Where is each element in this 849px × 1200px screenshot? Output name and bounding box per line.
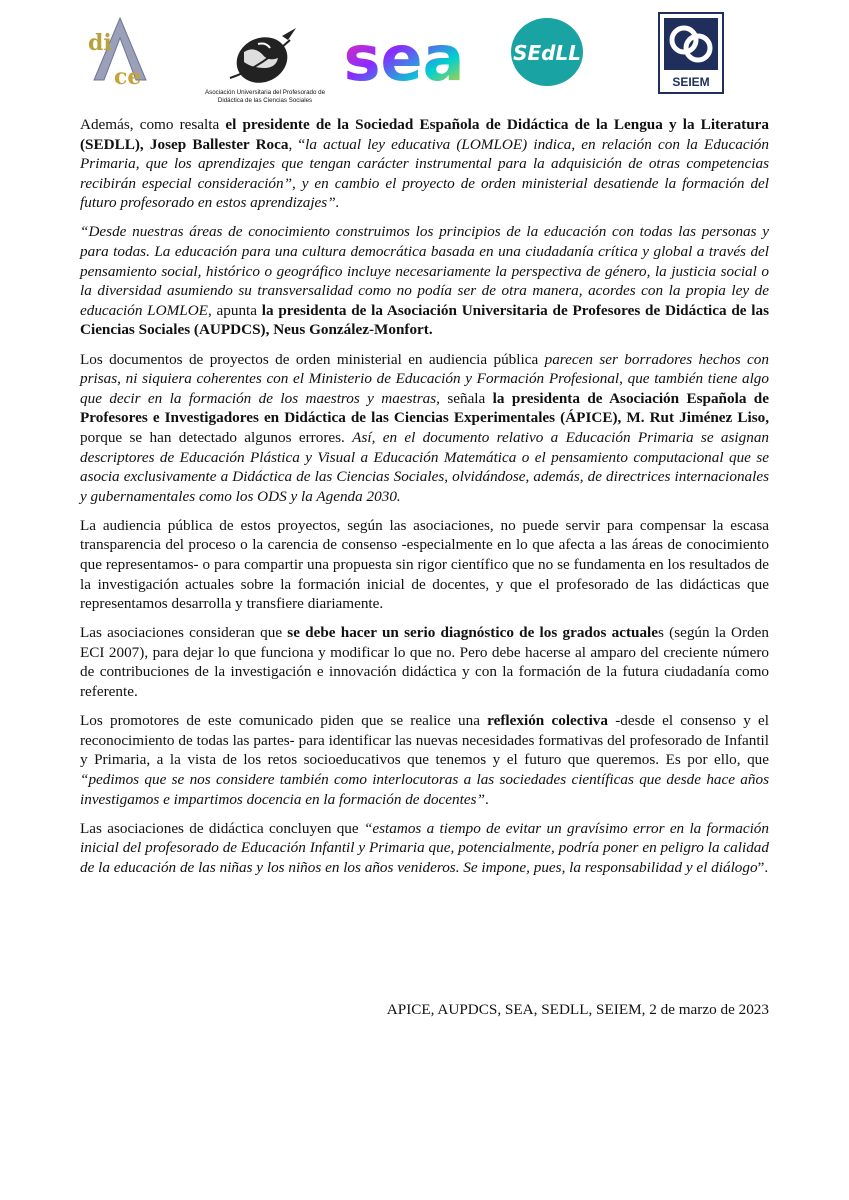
paragraph xyxy=(80,623,769,701)
text-run: señala xyxy=(439,389,493,407)
aupdcs-logo-line2: Didáctica de las Ciencias Sociales xyxy=(217,97,313,104)
paragraph xyxy=(80,350,769,507)
sedll-logo xyxy=(508,16,586,88)
logo-header xyxy=(0,0,849,115)
sea-logo-text: sea xyxy=(343,22,465,95)
aupdcs-logo-line1: Asociación Universitaria del Profesorado de xyxy=(204,89,326,96)
bold-text-run: la presidenta de Asociación Española de Profesores e Investigadores en Didáctica de las Ciencias Experimentales (ÁPICE), M. Rut Jiménez Liso, xyxy=(80,389,769,427)
text-run: -desde el consenso y el reconocimiento de todas las partes- para identificar las nuevas necesidades formativas del profesorado de Infantil y Primaria, a la vista de los retos socioeducativos que tenemos y el futuro que queremos. Es por ello, que xyxy=(80,712,769,769)
aupdcs-logo xyxy=(200,24,330,108)
text-run: Los documentos de proyectos de orden ministerial en audiencia pública xyxy=(80,350,545,368)
italic-text-run: “estamos a tiempo de evitar un gravísimo error en la formación inicial del profesorado de Educación Infantil y Primaria que, potencialmente, podría poner en peligro la calidad de la educación de las niñas y los niños en los años venideros. Se impone, pues, la responsabilidad y el diálogo xyxy=(80,819,769,876)
text-run: Las asociaciones consideran que xyxy=(80,624,288,642)
text-run: . xyxy=(484,790,489,808)
paragraph xyxy=(80,115,769,213)
italic-text-run: Así, en el documento relativo a Educación Primaria se asignan descriptores de Educación Plástica y Visual a Educación Matemática o el pensamiento computacional que se asocia exclusivamente a Didáctica de las Ciencias Sociales, olvidándose, además, de directrices internacionales y gubernamentales como los ODS y la Agenda 2030. xyxy=(80,428,770,505)
text-run: Las asociaciones de didáctica concluyen que xyxy=(80,819,364,837)
document-body xyxy=(80,115,769,887)
apice-logo-a: A xyxy=(114,34,115,35)
italic-text-run: “Desde nuestras áreas de conocimiento construimos los principios de la educación con todas las personas y para todas. La educación para una cultura democrática basada en una ciudadanía crítica y global a través del pensamiento social, histórico o geográfico incluye necesariamente la perspectiva de género, la justicia social o la diversidad asumiendo su transversalidad como no podía ser de otra manera, acordes con la propia ley de educación LOMLOE xyxy=(80,223,769,319)
bold-text-run: la presidenta de la Asociación Universitaria de Profesores de Didáctica de las Ciencias Sociales (AUPDCS), Neus González-Monfort. xyxy=(80,301,770,339)
apice-logo-di: di xyxy=(88,30,112,56)
paragraph xyxy=(80,222,769,340)
text-run: Además, como resalta xyxy=(80,116,226,133)
text-run: La audiencia pública de estos proyectos, según las asociaciones, no puede servir para compensar la escasa transparencia del proceso o la carencia de consenso -especialmente en lo que afecta a las áreas de conocimiento que representamos- o para compartir una propuesta sin rigor científico que no se fundamenta en los resultados de la investigación actuales sobre la formación inicial de docentes, y que el profesorado de las didácticas que representamos desarrolla y transfiere diariamente. xyxy=(80,516,769,613)
paragraph xyxy=(80,819,769,878)
signature-line: APICE, AUPDCS, SEA, SEDLL, SEIEM, 2 de marzo de 2023 xyxy=(386,1001,769,1018)
paragraph xyxy=(80,711,769,809)
text-run: ”. xyxy=(757,858,769,876)
paragraph xyxy=(80,516,769,614)
text-run: s (según la Orden ECI 2007), para dejar lo que funciona y modificar lo que no. Pero debe hacerse al amparo del creciente número de contribuciones de la investigación e innovación didáctica y con la formación de la futura ciudadanía como referente. xyxy=(80,624,769,701)
bold-text-run: se debe hacer un serio diagnóstico de los grados actuale xyxy=(287,624,658,642)
italic-text-run: parecen ser borradores hechos con prisas, ni siquiera coherentes con el Ministerio de Educación y Formación Profesional, que también tiene algo que decir en la formación de los maestros y maestras, xyxy=(80,350,769,407)
italic-text-run: la actual ley educativa (LOMLOE) indica, en relación con la Educación Primaria, que los aprendizajes que tengan carácter instrumental para la adquisición de otras competencias recibirán especial consideración”, y en cambio el proyecto de orden ministerial desatiende la formación del futuro profesorado en estos aprendizajes”. xyxy=(80,135,769,212)
seiem-logo-text: SEIEM xyxy=(672,75,710,89)
bold-text-run: reflexión colectiva xyxy=(487,712,608,730)
apice-logo xyxy=(84,14,156,88)
text-run: Los promotores de este comunicado piden que se realice una xyxy=(80,712,488,730)
bold-text-run: el presidente de la Sociedad Española de Didáctica de la Lengua y la Literatura (SEDLL), Josep Ballester Roca xyxy=(80,116,770,153)
text-run: , “ xyxy=(288,135,306,153)
italic-text-run: “pedimos que se nos considere también como interlocutoras a las sociedades científicas que desde hace años investigamos e impartimos docencia en la formación de docentes” xyxy=(80,770,769,808)
sea-logo xyxy=(343,18,465,95)
text-run: porque se han detectado algunos errores. xyxy=(80,428,353,446)
text-run: , apunta xyxy=(207,301,262,319)
seiem-logo xyxy=(658,12,724,94)
apice-logo-ce: ce xyxy=(114,64,142,90)
sedll-logo-text: SEdLL xyxy=(513,41,581,65)
